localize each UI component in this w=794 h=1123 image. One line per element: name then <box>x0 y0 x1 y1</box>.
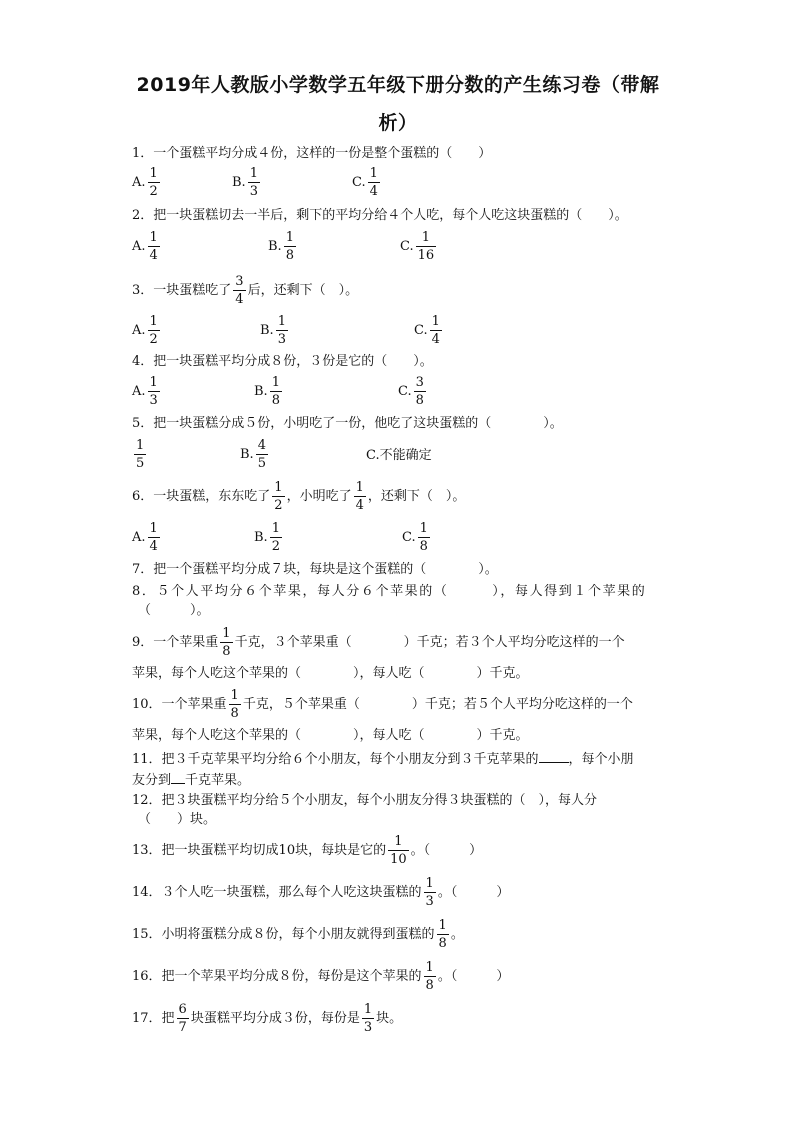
fraction: $\frac{3}{4}$ <box>235 274 244 307</box>
fraction: $\frac{1}{2}$ <box>271 521 280 554</box>
question-3-option-a: A. $\frac{1}{2}$ <box>132 314 158 347</box>
question-2-option-a: A. $\frac{1}{4}$ <box>132 230 158 263</box>
fraction: $\frac{1}{2}$ <box>149 314 158 347</box>
question-6-text: 6．一块蛋糕，东东吃了 $\frac{1}{2}$ ，小明吃了 $\frac{1}{4}$ ，还剩下（ ）。 <box>132 480 466 513</box>
question-3-option-c: C. $\frac{1}{4}$ <box>414 314 440 347</box>
question-4-option-a: A. $\frac{1}{3}$ <box>132 375 158 408</box>
question-7-text: 7．把一个蛋糕平均分成７块，每块是这个蛋糕的（ ）。 <box>132 562 498 577</box>
fraction: $\frac{6}{7}$ <box>178 1002 187 1035</box>
page-title-line-1: 2019年人教版小学数学五年级下册分数的产生练习卷（带解 <box>136 74 660 96</box>
fraction: $\frac{1}{10}$ <box>390 834 407 867</box>
question-12-line-2: （ ）块。 <box>138 812 217 827</box>
question-1-text: 1．一个蛋糕平均分成４份，这样的一份是整个蛋糕的（ ） <box>132 146 492 161</box>
question-4-text: 4．把一块蛋糕平均分成８份，３份是它的（ ）。 <box>132 354 433 369</box>
fraction: $\frac{1}{8}$ <box>419 521 428 554</box>
question-3-text: 3．一块蛋糕吃了 $\frac{3}{4}$ 后，还剩下（ ）。 <box>132 274 359 307</box>
question-14-text: 14．３个人吃一块蛋糕，那么每个人吃这块蛋糕的 $\frac{1}{3}$ 。（ ） <box>132 876 510 909</box>
fraction: $\frac{1}{3}$ <box>277 314 286 347</box>
question-10-line-2: 苹果，每个人吃这个苹果的（ ），每人吃（ ）千克。 <box>132 728 529 743</box>
fraction: $\frac{1}{2}$ <box>149 166 158 199</box>
question-6-option-a: A. $\frac{1}{4}$ <box>132 521 158 554</box>
fraction: $\frac{1}{8}$ <box>271 375 280 408</box>
fraction: $\frac{1}{2}$ <box>274 480 283 513</box>
fraction: $\frac{1}{4}$ <box>149 521 158 554</box>
fraction: $\frac{3}{8}$ <box>415 375 424 408</box>
fraction: $\frac{1}{8}$ <box>438 918 447 951</box>
fraction: $\frac{1}{4}$ <box>355 480 364 513</box>
fraction: $\frac{1}{4}$ <box>149 230 158 263</box>
fraction: $\frac{1}{3}$ <box>425 876 434 909</box>
fraction: $\frac{1}{8}$ <box>230 688 239 721</box>
question-11-line-2: 友分到 千克苹果。 <box>132 773 251 788</box>
question-1-option-c: C. $\frac{1}{4}$ <box>352 166 378 199</box>
question-5-option-c: C.不能确定 <box>366 448 432 463</box>
question-2-text: 2．把一块蛋糕切去一半后，剩下的平均分给４个人吃，每个人吃这块蛋糕的（ ）。 <box>132 208 628 223</box>
fraction: $\frac{1}{5}$ <box>136 438 145 471</box>
question-12-line-1: 12．把３块蛋糕平均分给５个小朋友，每个小朋友分得３块蛋糕的（ ），每人分 <box>132 793 598 808</box>
question-4-option-c: C. $\frac{3}{8}$ <box>398 375 424 408</box>
question-9-line-1: 9．一个苹果重 $\frac{1}{8}$ 千克，３个苹果重（ ）千克；若３个人平均分吃这样的一个 <box>132 626 625 659</box>
question-11-line-1: 11．把３千克苹果平均分给６个小朋友，每个小朋友分到３千克苹果的 ，每个小朋 <box>132 752 634 767</box>
question-2-option-b: B. $\frac{1}{8}$ <box>268 230 294 263</box>
question-5-text: 5．把一块蛋糕分成５份，小明吃了一份，他吃了这块蛋糕的（ ）。 <box>132 416 563 431</box>
question-4-option-b: B. $\frac{1}{8}$ <box>254 375 280 408</box>
question-8-line-1: 8．５个人平均分６个苹果，每人分６个苹果的（ ），每人得到１个苹果的 <box>132 584 647 599</box>
question-1-option-a: A. $\frac{1}{2}$ <box>132 166 158 199</box>
question-6-option-c: C. $\frac{1}{8}$ <box>402 521 428 554</box>
fraction: $\frac{1}{4}$ <box>369 166 378 199</box>
question-6-option-b: B. $\frac{1}{2}$ <box>254 521 280 554</box>
question-5-option-b: B. $\frac{4}{5}$ <box>240 438 266 471</box>
question-10-line-1: 10．一个苹果重 $\frac{1}{8}$ 千克，５个苹果重（ ）千克；若５个人平均分吃这样的一个 <box>132 688 633 721</box>
fraction: $\frac{1}{8}$ <box>222 626 231 659</box>
question-17-text: 17．把 $\frac{6}{7}$ 块蛋糕平均分成３份，每份是 $\frac{1}{3}$ 块。 <box>132 1002 403 1035</box>
page-title-line-2: 析） <box>378 112 418 134</box>
fraction: $\frac{1}{8}$ <box>425 960 434 993</box>
question-9-line-2: 苹果，每个人吃这个苹果的（ ），每人吃（ ）千克。 <box>132 666 529 681</box>
question-5-option-a <box>132 438 148 471</box>
question-15-text: 15．小明将蛋糕分成８份，每个小朋友就得到蛋糕的 $\frac{1}{8}$ 。 <box>132 918 464 951</box>
fraction: $\frac{1}{3}$ <box>149 375 158 408</box>
question-16-text: 16．把一个苹果平均分成８份，每份是这个苹果的 $\frac{1}{8}$ 。（ ） <box>132 960 510 993</box>
fraction: $\frac{1}{16}$ <box>417 230 435 263</box>
answer-blank <box>539 750 569 763</box>
fraction: $\frac{1}{8}$ <box>285 230 294 263</box>
question-3-option-b: B. $\frac{1}{3}$ <box>260 314 286 347</box>
fraction: $\frac{1}{3}$ <box>363 1002 373 1035</box>
question-13-text: 13．把一块蛋糕平均切成10块，每块是它的 $\frac{1}{10}$ 。（ ） <box>132 834 483 867</box>
fraction: $\frac{4}{5}$ <box>257 438 266 471</box>
fraction: $\frac{1}{3}$ <box>249 166 258 199</box>
question-1-option-b: B. $\frac{1}{3}$ <box>232 166 258 199</box>
fraction: $\frac{1}{4}$ <box>431 314 440 347</box>
question-8-line-2: （ ）。 <box>138 603 210 618</box>
answer-blank <box>171 771 185 784</box>
question-2-option-c: C. $\frac{1}{16}$ <box>400 230 435 263</box>
